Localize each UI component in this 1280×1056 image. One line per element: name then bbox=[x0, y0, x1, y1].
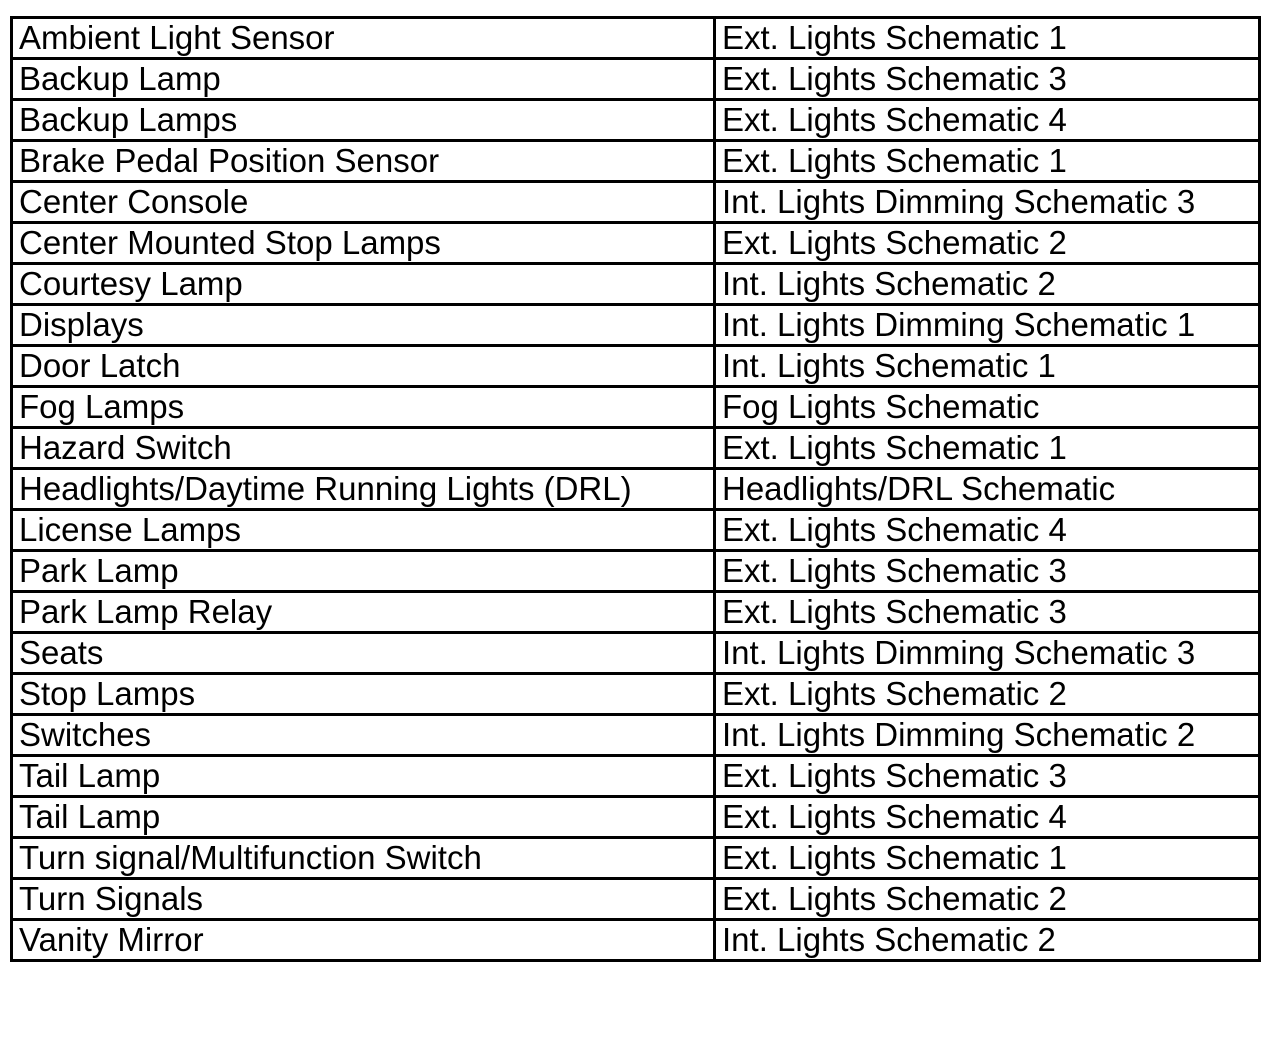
schematic-cell: Ext. Lights Schematic 4 bbox=[715, 100, 1260, 141]
table-row bbox=[12, 633, 1260, 674]
component-cell: Hazard Switch bbox=[12, 428, 715, 469]
table-row bbox=[12, 756, 1260, 797]
component-cell: Courtesy Lamp bbox=[12, 264, 715, 305]
table-row bbox=[12, 346, 1260, 387]
component-cell: Backup Lamp bbox=[12, 59, 715, 100]
table-row bbox=[12, 920, 1260, 961]
table-row bbox=[12, 592, 1260, 633]
schematic-cell: Ext. Lights Schematic 2 bbox=[715, 879, 1260, 920]
table-row bbox=[12, 510, 1260, 551]
schematic-cell: Int. Lights Dimming Schematic 1 bbox=[715, 305, 1260, 346]
component-cell: Fog Lamps bbox=[12, 387, 715, 428]
component-cell: Center Mounted Stop Lamps bbox=[12, 223, 715, 264]
table-row bbox=[12, 469, 1260, 510]
table-row bbox=[12, 141, 1260, 182]
table-body bbox=[12, 18, 1260, 961]
table-row bbox=[12, 223, 1260, 264]
schematic-cell: Ext. Lights Schematic 3 bbox=[715, 756, 1260, 797]
table-row bbox=[12, 182, 1260, 223]
schematic-cell: Headlights/DRL Schematic bbox=[715, 469, 1260, 510]
component-cell: Tail Lamp bbox=[12, 756, 715, 797]
component-cell: Brake Pedal Position Sensor bbox=[12, 141, 715, 182]
table-row bbox=[12, 59, 1260, 100]
schematic-cell: Ext. Lights Schematic 3 bbox=[715, 59, 1260, 100]
table-row bbox=[12, 797, 1260, 838]
component-cell: Headlights/Daytime Running Lights (DRL) bbox=[12, 469, 715, 510]
component-cell: Park Lamp bbox=[12, 551, 715, 592]
schematic-cell: Ext. Lights Schematic 2 bbox=[715, 223, 1260, 264]
component-cell: Ambient Light Sensor bbox=[12, 18, 715, 59]
schematic-cell: Ext. Lights Schematic 1 bbox=[715, 141, 1260, 182]
schematic-cell: Ext. Lights Schematic 1 bbox=[715, 18, 1260, 59]
table-row bbox=[12, 18, 1260, 59]
table-row bbox=[12, 674, 1260, 715]
table-row bbox=[12, 715, 1260, 756]
schematic-cell: Ext. Lights Schematic 3 bbox=[715, 551, 1260, 592]
schematic-cell: Ext. Lights Schematic 2 bbox=[715, 674, 1260, 715]
table-row bbox=[12, 387, 1260, 428]
schematic-cell: Int. Lights Dimming Schematic 3 bbox=[715, 182, 1260, 223]
component-cell: Backup Lamps bbox=[12, 100, 715, 141]
component-cell: Center Console bbox=[12, 182, 715, 223]
component-cell: License Lamps bbox=[12, 510, 715, 551]
component-cell: Door Latch bbox=[12, 346, 715, 387]
schematic-cell: Int. Lights Dimming Schematic 3 bbox=[715, 633, 1260, 674]
table-row bbox=[12, 264, 1260, 305]
schematic-cell: Int. Lights Schematic 1 bbox=[715, 346, 1260, 387]
schematic-cell: Ext. Lights Schematic 1 bbox=[715, 838, 1260, 879]
schematic-cell: Int. Lights Dimming Schematic 2 bbox=[715, 715, 1260, 756]
schematic-cell: Fog Lights Schematic bbox=[715, 387, 1260, 428]
schematic-cell: Ext. Lights Schematic 4 bbox=[715, 510, 1260, 551]
component-cell: Turn signal/Multifunction Switch bbox=[12, 838, 715, 879]
component-cell: Park Lamp Relay bbox=[12, 592, 715, 633]
table-row bbox=[12, 879, 1260, 920]
schematic-cell: Int. Lights Schematic 2 bbox=[715, 264, 1260, 305]
component-cell: Switches bbox=[12, 715, 715, 756]
component-cell: Turn Signals bbox=[12, 879, 715, 920]
component-cell: Displays bbox=[12, 305, 715, 346]
component-cell: Stop Lamps bbox=[12, 674, 715, 715]
schematic-cell: Ext. Lights Schematic 4 bbox=[715, 797, 1260, 838]
table-row bbox=[12, 428, 1260, 469]
component-schematic-table bbox=[10, 16, 1261, 962]
schematic-cell: Int. Lights Schematic 2 bbox=[715, 920, 1260, 961]
table-row bbox=[12, 100, 1260, 141]
table-row bbox=[12, 838, 1260, 879]
component-cell: Seats bbox=[12, 633, 715, 674]
schematic-cell: Ext. Lights Schematic 1 bbox=[715, 428, 1260, 469]
component-cell: Vanity Mirror bbox=[12, 920, 715, 961]
component-cell: Tail Lamp bbox=[12, 797, 715, 838]
schematic-cell: Ext. Lights Schematic 3 bbox=[715, 592, 1260, 633]
table-row bbox=[12, 551, 1260, 592]
table-row bbox=[12, 305, 1260, 346]
